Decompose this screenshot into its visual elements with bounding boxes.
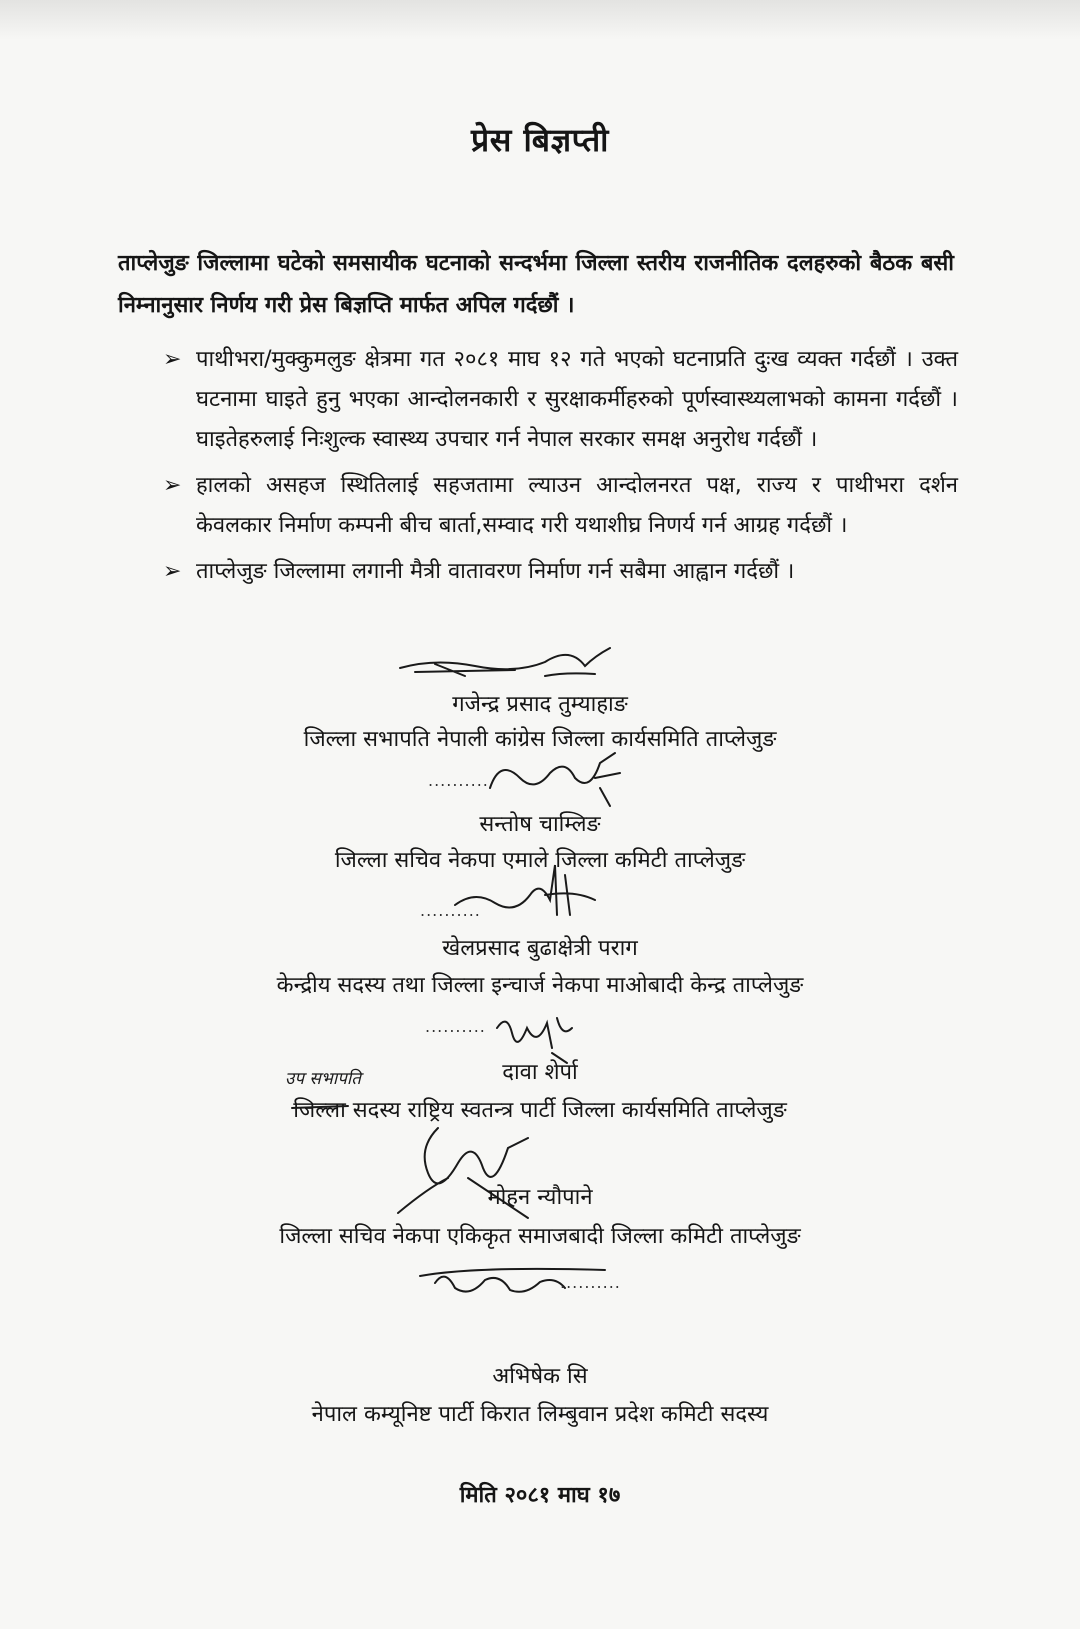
- arrow-bullet-icon: ➢: [163, 559, 182, 584]
- signatory-name: गजेन्द्र प्रसाद तुम्याहाङ: [452, 692, 628, 717]
- list-item-text: ताप्लेजुङ जिल्लामा लगानी मैत्री वातावरण निर्माण गर्न सबैमा आह्वान गर्दछौं ।: [196, 559, 795, 584]
- signatory-name: मोहन न्यौपाने: [487, 1185, 593, 1210]
- signature-dots: ..........: [428, 771, 489, 790]
- handwritten-correction: उप सभापति: [285, 1069, 361, 1089]
- signatory-role: जिल्ला सदस्य राष्ट्रिय स्वतन्त्र पार्टी जिल्ला कार्यसमिति ताप्लेजुङ: [293, 1098, 787, 1123]
- list-item-text: पाथीभरा/मुक्कुमलुङ क्षेत्रमा गत २०८१ माघ १२ गते भएको घटनाप्रति दुःख व्यक्त गर्दछौं । उक्त घटनामा घाइते हुनु भएका आन्दोलनकारी र सुरक्षाकर्मीहरुको पूर्णस्वास्थ्यलाभको कामना गर्दछौं । घाइतेहरुलाई निःशुल्क स्वास्थ्य उपचार गर्न नेपाल सरकार समक्ष अनुरोध गर्दछौं ।: [196, 347, 958, 452]
- document-date: मिति २०८१ माघ १७: [459, 1483, 621, 1508]
- signatory-role: नेपाल कम्यूनिष्ट पार्टी किरात लिम्बुवान प्रदेश कमिटी सदस्य: [311, 1402, 769, 1427]
- list-item-text: हालको असहज स्थितिलाई सहजतामा ल्याउन आन्दोलनरत पक्ष, राज्य र पाथीभरा दर्शन केवलकार निर्माण कम्पनी बीच बार्ता,सम्वाद गरी यथाशीघ्र निणर्य गर्न आग्रह गर्दछौं ।: [196, 473, 958, 538]
- list-item: [163, 340, 958, 460]
- signatory-name: खेलप्रसाद बुढाक्षेत्री पराग: [442, 936, 638, 961]
- signature-1: [395, 636, 625, 686]
- signature-dots: ..........: [425, 1017, 486, 1036]
- signatory-role: जिल्ला सभापति नेपाली कांग्रेस जिल्ला कार्यसमिति ताप्लेजुङ: [303, 727, 777, 752]
- signature-5: [378, 1118, 558, 1228]
- signature-dots: ..........: [560, 1273, 621, 1292]
- signature-dots: ..........: [420, 901, 481, 920]
- arrow-bullet-icon: ➢: [163, 473, 182, 498]
- signatory-role: जिल्ला सचिव नेकपा एकिकृत समाजबादी जिल्ला कमिटी ताप्लेजुङ: [279, 1224, 801, 1249]
- list-item: [163, 552, 958, 592]
- signatory-role: केन्द्रीय सदस्य तथा जिल्ला इन्चार्ज नेकपा माओबादी केन्द्र ताप्लेजुङ: [276, 973, 804, 998]
- signatory-name: अभिषेक सि: [492, 1364, 588, 1389]
- document-title: प्रेस बिज्ञप्ती: [471, 121, 609, 159]
- decision-list: [163, 340, 958, 598]
- signatory-role: जिल्ला सचिव नेकपा एमाले जिल्ला कमिटी ताप्लेजुङ: [334, 848, 746, 873]
- list-item: [163, 466, 958, 546]
- arrow-bullet-icon: ➢: [163, 347, 182, 372]
- signatory-name: दावा शेर्पा: [502, 1060, 578, 1085]
- intro-paragraph: ताप्लेजुङ जिल्लामा घटेको समसायीक घटनाको सन्दर्भमा जिल्ला स्तरीय राजनीतिक दलहरुको बैठक बसी निम्नानुसार निर्णय गरी प्रेस बिज्ञप्ति मार्फत अपिल गर्दछौं ।: [118, 251, 954, 318]
- signatory-name: सन्तोष चाम्लिङ: [479, 812, 601, 837]
